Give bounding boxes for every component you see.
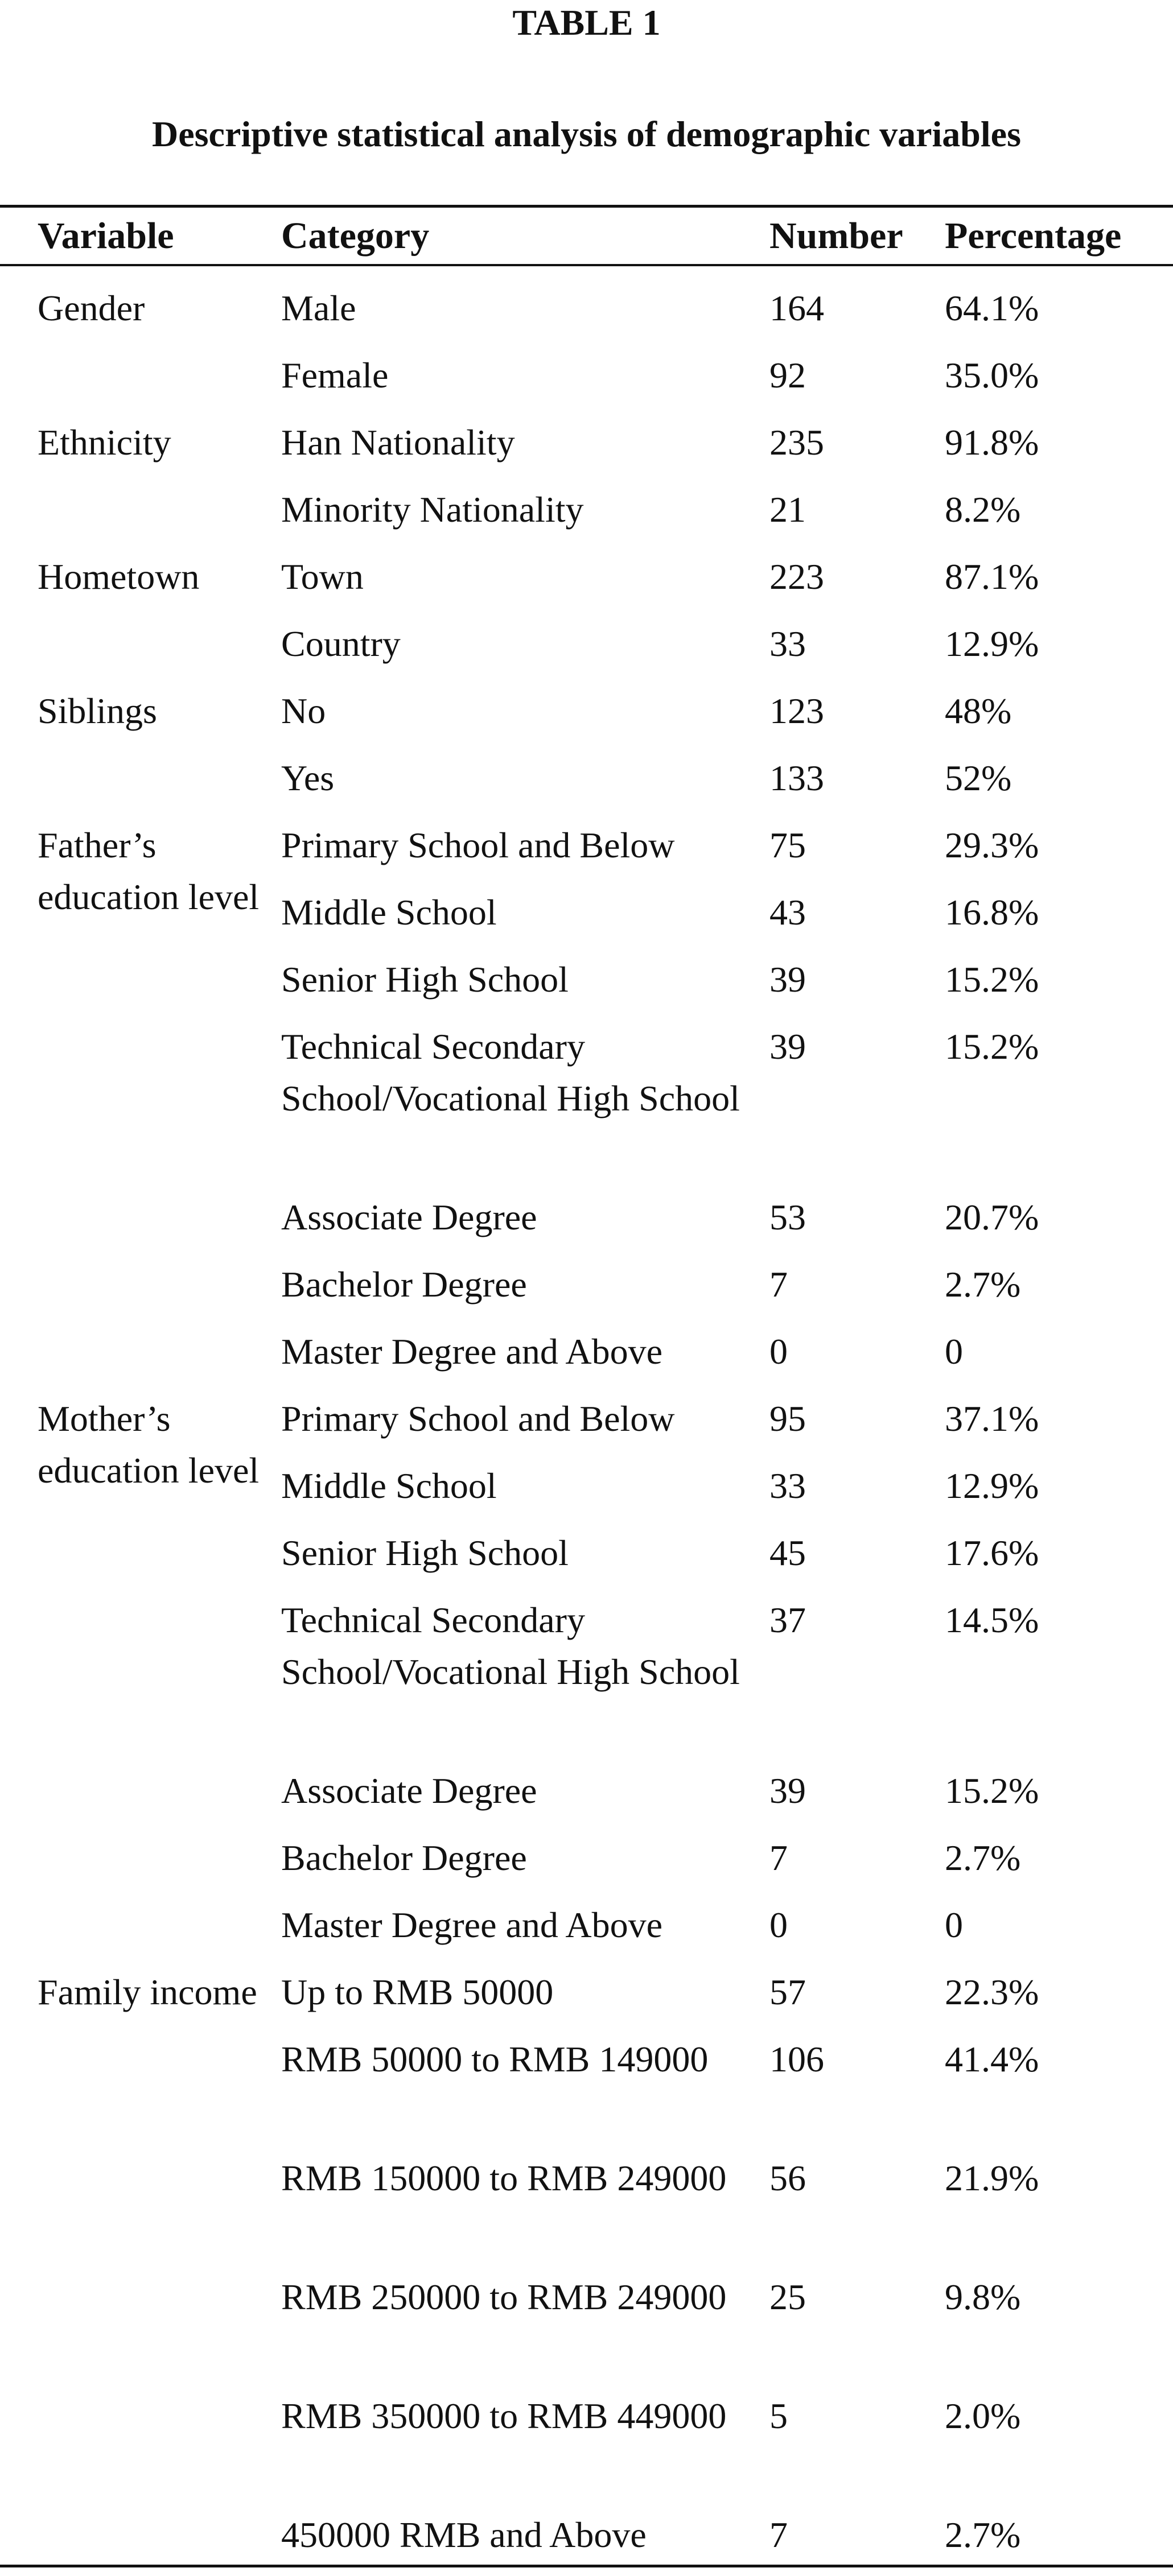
cell-category: Associate Degree [281, 1770, 537, 1811]
cell-percentage: 2.7% [945, 2515, 1021, 2555]
cell-category: Master Degree and Above [281, 1905, 662, 1945]
cell-category: Associate Degree [281, 1197, 537, 1237]
cell-number: 21 [769, 489, 806, 530]
cell-category: RMB 350000 to RMB 449000 [281, 2396, 727, 2436]
table-row [0, 2271, 1173, 2390]
cell-category: Middle School [281, 892, 497, 932]
cell-category: Middle School [281, 1465, 497, 1506]
cell-category: Senior High School [281, 1533, 569, 1573]
cell-percentage: 9.8% [945, 2277, 1021, 2317]
cell-percentage: 17.6% [945, 1533, 1039, 1573]
cell-number: 33 [769, 624, 806, 664]
table-row [0, 1326, 1173, 1393]
cell-percentage: 15.2% [945, 959, 1039, 1000]
cell-category: No [281, 691, 326, 731]
cell-number: 106 [769, 2039, 824, 2079]
cell-category: RMB 150000 to RMB 249000 [281, 2158, 727, 2198]
cell-category: Technical Secondary School/Vocational High School [281, 1026, 740, 1118]
cell-number: 235 [769, 422, 824, 463]
table-caption: Descriptive statistical analysis of demographic variables [152, 114, 1021, 154]
table-row [0, 752, 1173, 819]
cell-percentage: 2.7% [945, 1838, 1021, 1878]
cell-variable: Father’s education level [38, 825, 260, 917]
cell-number: 39 [769, 1026, 806, 1067]
table-row [0, 2390, 1173, 2509]
cell-number: 39 [769, 1770, 806, 1811]
table-row [0, 2152, 1173, 2271]
header-percentage: Percentage [945, 215, 1122, 257]
table-row [0, 1899, 1173, 1966]
cell-category: Up to RMB 50000 [281, 1972, 554, 2012]
cell-category: Bachelor Degree [281, 1264, 527, 1304]
cell-number: 43 [769, 892, 806, 932]
cell-category: Male [281, 288, 356, 328]
cell-percentage: 0 [945, 1331, 963, 1372]
cell-variable: Siblings [38, 691, 157, 731]
header-variable: Variable [38, 215, 174, 257]
cell-category: Country [281, 624, 401, 664]
cell-number: 164 [769, 288, 824, 328]
cell-percentage: 16.8% [945, 892, 1039, 932]
cell-variable: Family income [38, 1972, 257, 2012]
cell-percentage: 64.1% [945, 288, 1039, 328]
cell-category: RMB 250000 to RMB 249000 [281, 2277, 727, 2317]
table-row [0, 349, 1173, 416]
cell-number: 0 [769, 1905, 788, 1945]
header-category: Category [281, 215, 430, 257]
table-row [0, 1527, 1173, 1594]
cell-number: 123 [769, 691, 824, 731]
cell-category: RMB 50000 to RMB 149000 [281, 2039, 709, 2079]
table-row [0, 2033, 1173, 2152]
cell-number: 133 [769, 758, 824, 798]
table-row [0, 1460, 1173, 1527]
cell-category: Yes [281, 758, 335, 798]
cell-number: 7 [769, 2515, 788, 2555]
cell-percentage: 15.2% [945, 1026, 1039, 1067]
cell-percentage: 41.4% [945, 2039, 1039, 2079]
cell-percentage: 21.9% [945, 2158, 1039, 2198]
table-header-row [0, 208, 1173, 264]
cell-number: 92 [769, 355, 806, 395]
cell-category: Female [281, 355, 389, 395]
table-row [0, 1594, 1173, 1765]
cell-category: Han Nationality [281, 422, 515, 463]
table-row [0, 551, 1173, 618]
cell-percentage: 20.7% [945, 1197, 1039, 1237]
cell-percentage: 12.9% [945, 624, 1039, 664]
cell-percentage: 12.9% [945, 1465, 1039, 1506]
cell-percentage: 29.3% [945, 825, 1039, 865]
cell-number: 95 [769, 1398, 806, 1439]
cell-category: Technical Secondary School/Vocational High School [281, 1600, 740, 1692]
table-row [0, 1832, 1173, 1899]
cell-percentage: 15.2% [945, 1770, 1039, 1811]
table-row [0, 618, 1173, 685]
table-row [0, 484, 1173, 551]
cell-number: 53 [769, 1197, 806, 1237]
cell-number: 56 [769, 2158, 806, 2198]
table-row [0, 685, 1173, 752]
cell-percentage: 37.1% [945, 1398, 1039, 1439]
cell-percentage: 2.7% [945, 1264, 1021, 1304]
cell-category: Town [281, 556, 364, 597]
table-body [0, 282, 1173, 2576]
cell-percentage: 35.0% [945, 355, 1039, 395]
cell-number: 57 [769, 1972, 806, 2012]
cell-percentage: 91.8% [945, 422, 1039, 463]
table-row [0, 416, 1173, 484]
cell-variable: Mother’s education level [38, 1398, 260, 1491]
table-row [0, 1258, 1173, 1326]
cell-number: 7 [769, 1838, 788, 1878]
table-label: TABLE 1 [512, 2, 661, 43]
header-number: Number [769, 215, 903, 257]
table-row [0, 282, 1173, 349]
table-row [0, 1021, 1173, 1191]
cell-variable: Gender [38, 288, 145, 328]
cell-percentage: 8.2% [945, 489, 1021, 530]
table-row [0, 1191, 1173, 1258]
cell-category: Bachelor Degree [281, 1838, 527, 1878]
cell-category: Senior High School [281, 959, 569, 1000]
table-header-rule [0, 264, 1173, 266]
cell-variable: Ethnicity [38, 422, 171, 463]
cell-variable: Hometown [38, 556, 200, 597]
cell-number: 75 [769, 825, 806, 865]
cell-number: 0 [769, 1331, 788, 1372]
cell-percentage: 52% [945, 758, 1012, 798]
cell-percentage: 0 [945, 1905, 963, 1945]
cell-category: Minority Nationality [281, 489, 584, 530]
table-row [0, 886, 1173, 953]
cell-percentage: 22.3% [945, 1972, 1039, 2012]
cell-category: Primary School and Below [281, 825, 675, 865]
cell-number: 5 [769, 2396, 788, 2436]
cell-number: 223 [769, 556, 824, 597]
cell-percentage: 87.1% [945, 556, 1039, 597]
cell-category: Master Degree and Above [281, 1331, 662, 1372]
cell-number: 33 [769, 1465, 806, 1506]
cell-number: 7 [769, 1264, 788, 1304]
cell-percentage: 2.0% [945, 2396, 1021, 2436]
cell-number: 37 [769, 1600, 806, 1640]
cell-number: 25 [769, 2277, 806, 2317]
table-row [0, 1966, 1173, 2033]
cell-category: 450000 RMB and Above [281, 2515, 647, 2555]
cell-percentage: 48% [945, 691, 1012, 731]
table-row [0, 1765, 1173, 1832]
cell-category: Primary School and Below [281, 1398, 675, 1439]
cell-number: 45 [769, 1533, 806, 1573]
cell-number: 39 [769, 959, 806, 1000]
cell-percentage: 14.5% [945, 1600, 1039, 1640]
table-row [0, 953, 1173, 1021]
table-bottom-rule [0, 2565, 1173, 2567]
